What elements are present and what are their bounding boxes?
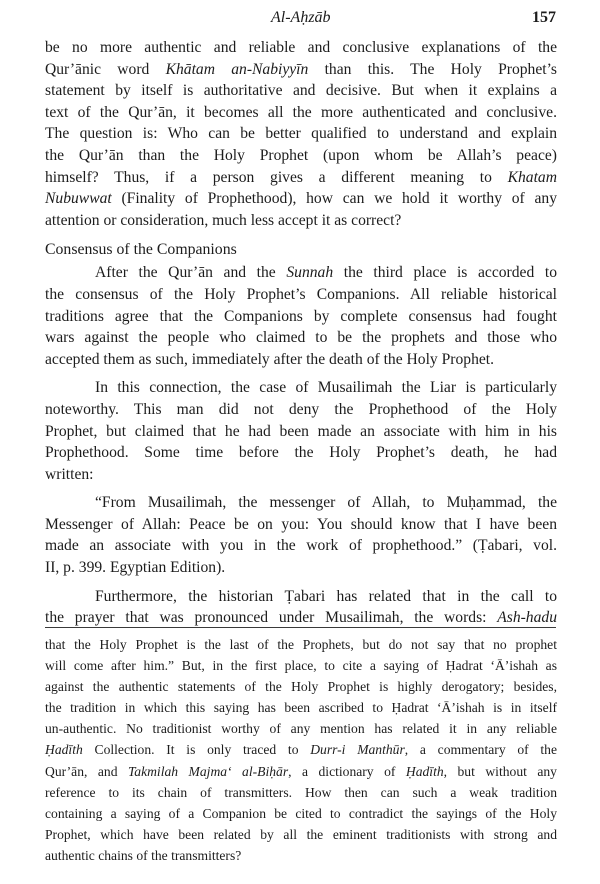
text-line: containing a saying of a Companion be cited to contradict the sayings of the Holy bbox=[45, 805, 557, 821]
text-line: After the Qur’ān and the Sunnah the third place is accorded to bbox=[95, 264, 558, 282]
running-title: Al-Aḥzāb bbox=[271, 9, 331, 26]
text-line: Qur’ānic word Khātam an-Nabiyyīn than this. The Holy Prophet’s bbox=[45, 60, 558, 78]
text-line: attention or consideration, much less accept it as correct? bbox=[45, 211, 402, 229]
paragraph-consensus bbox=[45, 262, 557, 370]
italic-term: Sunnah bbox=[286, 264, 334, 282]
section-heading: Consensus of the Companions bbox=[45, 241, 237, 259]
text-line: authentic chains of the transmitters? bbox=[45, 847, 242, 863]
text-line: reference to its chain of transmitters. How then can such a weak tradition bbox=[45, 784, 557, 800]
text-line: be no more authentic and reliable and conclusive explanations of the bbox=[45, 39, 557, 56]
text-line: the consensus of the Holy Prophet’s Companions. All reliable historical bbox=[45, 285, 557, 303]
italic-term: Ḥadīth bbox=[45, 742, 83, 758]
text-line: made an associate with you in the work of prophethood.” (Ṭabari, vol. bbox=[45, 537, 557, 555]
text-line: Qur’ān, and Takmilah Majma‘ al-Biḥār, a dictionary of Ḥadīth, but without any bbox=[45, 763, 557, 779]
italic-term: Takmilah Majma‘ al-Biḥār bbox=[127, 763, 289, 779]
text-line: Prophet, which have been related by all the eminent traditionists with strong and bbox=[45, 826, 557, 842]
text-line: wars against the people who claimed to be the prophets and those who bbox=[45, 329, 557, 347]
page-number: 157 bbox=[532, 9, 556, 26]
text-line: that the Holy Prophet is the last of the Prophets, but do not say that no prophet bbox=[45, 637, 557, 652]
italic-term: Khatam bbox=[507, 168, 557, 186]
text-line: accepted them as such, immediately after the death of the Holy Prophet. bbox=[45, 350, 495, 368]
spacer bbox=[45, 231, 557, 238]
text-line: un-authentic. No traditionist worthy of any mention has related it in any reliable bbox=[45, 721, 557, 737]
spacer bbox=[45, 485, 557, 492]
italic-term: Nubuwwat bbox=[45, 190, 112, 208]
spacer bbox=[45, 579, 557, 586]
text-line: II, p. 399. Egyptian Edition). bbox=[45, 559, 226, 577]
italic-term: Ḥadīth bbox=[405, 763, 444, 779]
text-line: Nubuwwat (Finality of Prophethood), how can we hold it worthy of any bbox=[45, 190, 557, 208]
paragraph-call-to-prayer bbox=[45, 586, 557, 629]
text-line: The question is: Who can be better qualified to understand and explain bbox=[45, 125, 557, 143]
text-line: written: bbox=[45, 465, 94, 483]
running-head bbox=[0, 8, 600, 30]
text-line: noteworthy. This man did not deny the Prophethood of the Holy bbox=[45, 400, 557, 418]
text-line: traditions agree that the Companions by complete consensus had fought bbox=[45, 307, 557, 325]
italic-term: Ash-hadu bbox=[497, 609, 557, 627]
text-line: “From Musailimah, the messenger of Allah, to Muḥammad, the bbox=[95, 494, 557, 512]
footnote bbox=[45, 634, 557, 866]
text-line: statement by itself is authoritative and decisive. But when it explains a bbox=[45, 82, 557, 100]
quotation-letter bbox=[45, 492, 557, 578]
text-line: Furthermore, the historian Ṭabari has related that in the call to bbox=[95, 587, 557, 605]
footnote-rule bbox=[45, 627, 556, 628]
text-line: himself? Thus, if a person gives a different meaning to Khatam bbox=[45, 168, 557, 186]
main-text bbox=[45, 37, 557, 629]
text-line: the tradition in which this saying has been ascribed to Ḥadrat ‘Ā’ishah is in itself bbox=[45, 700, 557, 716]
italic-term: Durr-i Manthūr bbox=[310, 742, 405, 758]
text-line: the Qur’ān than the Holy Prophet (upon whom be Allah’s peace) bbox=[45, 146, 557, 164]
text-line: text of the Qur’ān, it becomes all the more authenticated and conclusive. bbox=[45, 103, 557, 121]
text-line: against the authentic statements of the Holy Prophet is highly derogatory; besides, bbox=[45, 679, 557, 695]
italic-term: Khātam an-Nabiyyīn bbox=[165, 60, 309, 78]
text-line: will come after him.” But, in the first place, to cite a saying of Ḥadrat ‘Ā’ishah as bbox=[45, 658, 557, 674]
text-line: Prophethood. Some time before the Holy Prophet’s death, he had bbox=[45, 444, 557, 462]
text-line: Prophet, but claimed that he had been made an associate with him in his bbox=[45, 422, 557, 440]
paragraph-musailimah bbox=[45, 377, 557, 485]
text-line: Ḥadīth Collection. It is only traced to Durr-i Manthūr, a commentary of the bbox=[45, 742, 558, 758]
text-line: Messenger of Allah: Peace be on you: You should know that I have been bbox=[45, 515, 557, 533]
spacer bbox=[45, 370, 557, 377]
text-line: In this connection, the case of Musailimah the Liar is particularly bbox=[95, 379, 557, 397]
text-line: the prayer that was pronounced under Musailimah, the words: Ash-hadu bbox=[45, 609, 557, 627]
paragraph-finality bbox=[45, 37, 557, 231]
